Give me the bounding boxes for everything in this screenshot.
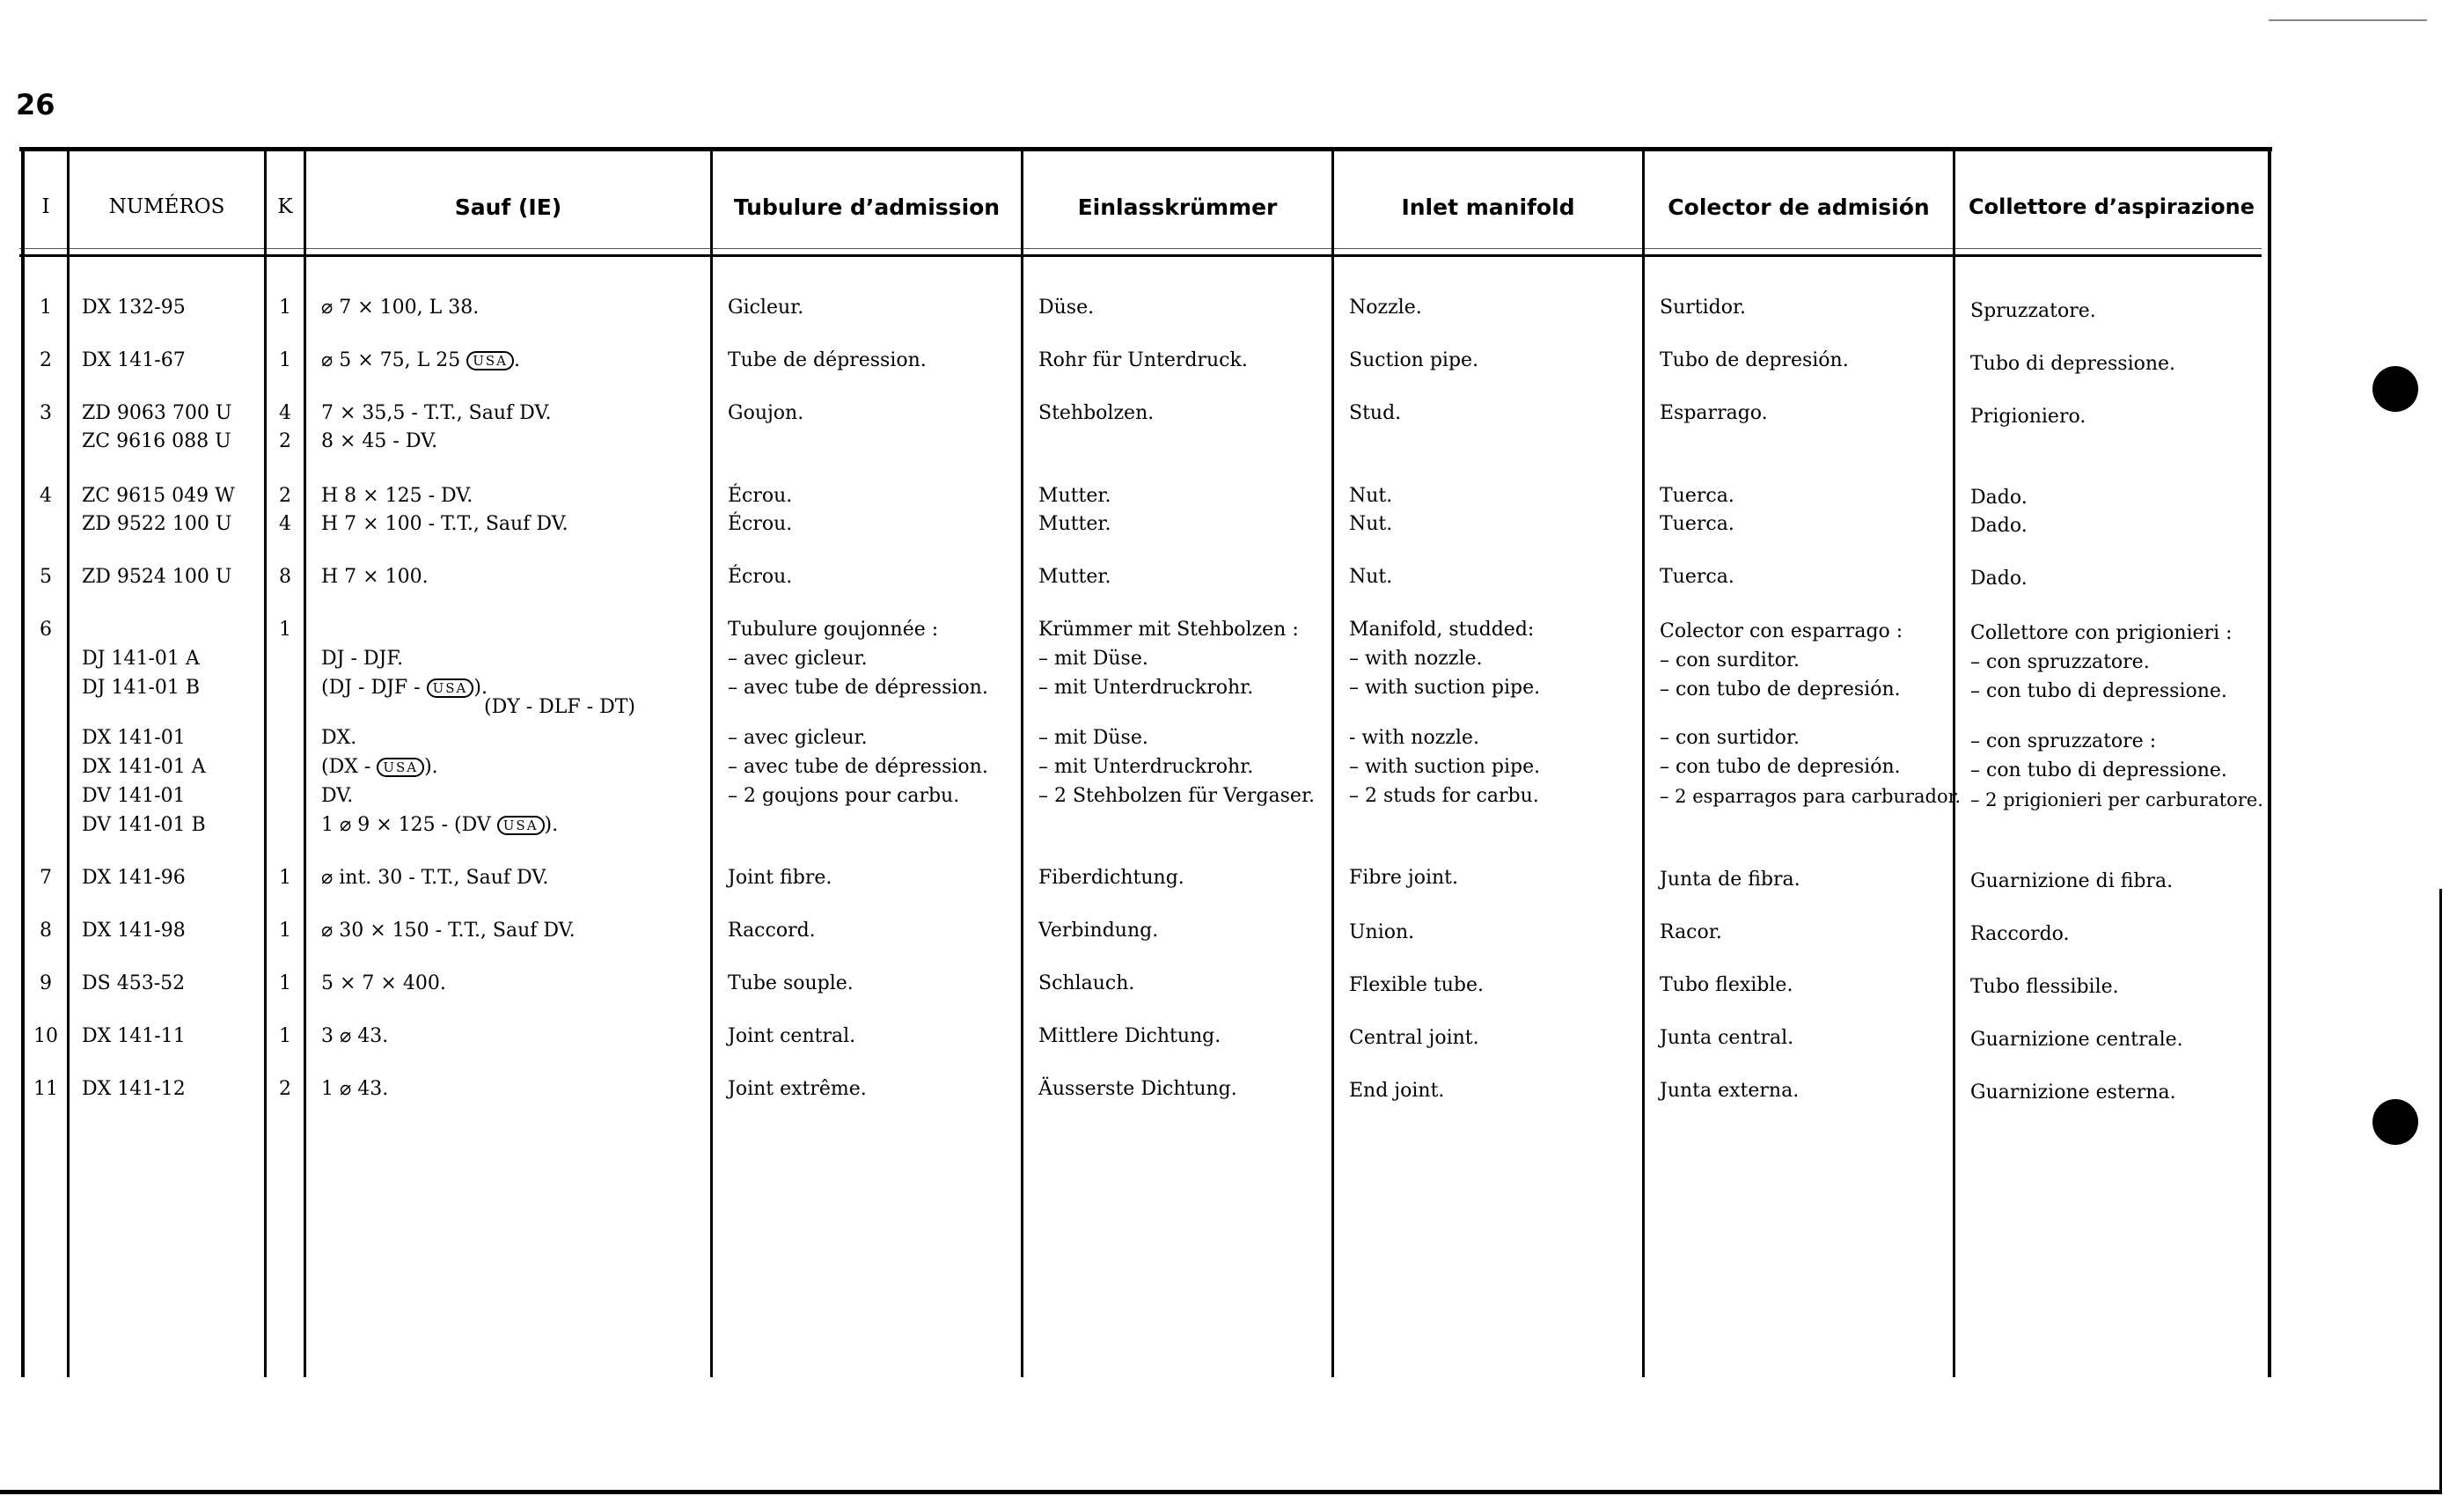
part-number: ZC 9615 049 W [82,485,235,507]
desc-es: Tubo de depresión. [1660,349,1849,371]
row-index: 7 [40,867,52,889]
quantity: 2 [279,1078,291,1100]
row-index: 9 [40,972,52,994]
desc-fr: Gicleur. [728,297,804,319]
quantity: 8 [279,566,291,588]
desc-de: Mittlere Dichtung. [1038,1025,1221,1047]
desc-es: Tuerca. [1660,566,1734,588]
desc-it: – con spruzzatore : [1970,730,2157,752]
sauf-spec: H 7 × 100. [321,566,429,588]
desc-en: – 2 studs for carbu. [1349,785,1539,807]
desc-es: Tuerca. [1660,485,1734,507]
part-number: DS 453-52 [82,972,186,994]
header-index: I [41,195,50,218]
desc-en: Manifold, studded: [1349,619,1535,641]
desc-en-cell [1349,482,1392,539]
quantity: 4 [279,513,291,535]
part-number: DV 141-01 B [82,814,206,836]
desc-it: Dado. [1970,515,2028,537]
part-number: DX 141-01 [82,727,186,749]
desc-es: Colector con esparrago : [1660,620,1903,642]
desc-de: – mit Unterdruckrohr. [1038,756,1254,778]
sauf-spec [321,674,488,702]
desc-it: – con tubo di depressione. [1970,759,2227,781]
desc-it: Dado. [1970,568,2028,590]
col-divider-8 [1953,150,1955,1377]
quantity: 1 [279,619,291,641]
part-number-cell [82,482,235,539]
sauf-cell [321,482,568,539]
desc-en: Stud. [1349,402,1402,424]
desc-fr-cell [728,482,792,539]
desc-fr: Écrou. [728,513,793,535]
part-number: DX 141-67 [82,349,186,371]
desc-fr: Goujon. [728,402,804,424]
desc-it: Collettore con prigionieri : [1970,622,2233,644]
desc-es: Esparrago. [1660,402,1768,424]
quantity: 1 [279,297,291,319]
desc-it-cell [1970,484,2028,540]
desc-de: – 2 Stehbolzen für Vergaser. [1038,785,1316,807]
desc-it: Raccordo. [1970,923,2070,945]
desc-it: Guarnizione esterna. [1970,1082,2176,1104]
usa-stamp: USA [427,678,474,698]
header-numeros: NUMÉROS [108,195,225,218]
desc-fr: Raccord. [728,920,816,942]
sauf-spec: H 8 × 125 - DV. [321,485,473,507]
sauf-spec: ⌀ 30 × 150 - T.T., Sauf DV. [321,920,576,942]
desc-de: – mit Düse. [1038,648,1148,670]
desc-en: – with suction pipe. [1349,756,1541,778]
row-index: 6 [40,619,52,641]
desc-it: Tubo di depressione. [1970,353,2176,375]
desc-fr: – avec tube de dépression. [728,677,988,699]
row-index: 10 [33,1025,58,1047]
sauf-spec: DX. [321,727,357,749]
desc-it: – con tubo di depressione. [1970,680,2227,702]
sauf-text: ). [544,814,559,836]
header-italian: Collettore d’aspirazione [1969,194,2255,219]
header-spanish: Colector de admisión [1668,194,1930,220]
desc-es: Racor. [1660,921,1722,943]
desc-en: – with nozzle. [1349,648,1483,670]
desc-es: Tuerca. [1660,513,1734,535]
col-divider-7 [1642,150,1645,1377]
desc-it: – con spruzzatore. [1970,651,2150,673]
desc-es: – 2 esparragos para carburador. [1660,786,1962,807]
part-number: DX 141-98 [82,920,186,942]
sauf-text: (DX - [321,756,378,778]
header-english: Inlet manifold [1401,194,1575,220]
desc-es: Surtidor. [1660,297,1747,319]
desc-en: Fibre joint. [1349,867,1459,889]
desc-fr: Joint central. [728,1025,856,1047]
page-bottom-border [0,1490,2442,1494]
desc-de: Schlauch. [1038,972,1135,994]
desc-es: Junta de fibra. [1660,869,1800,891]
part-number: DX 141-12 [82,1078,186,1100]
desc-de: Rohr für Unterdruck. [1038,349,1248,371]
quantity: 1 [279,867,291,889]
sauf-spec [321,753,438,781]
col-divider-2 [264,150,267,1377]
sauf-spec: 7 × 35,5 - T.T., Sauf DV. [321,402,552,424]
desc-fr: Tube souple. [728,972,854,994]
part-number: DX 141-96 [82,867,186,889]
part-number: ZD 9063 700 U [82,402,232,424]
desc-es: – con tubo de depresión. [1660,756,1901,778]
quantity: 4 [279,402,291,424]
row-index: 5 [40,566,52,588]
desc-en: Union. [1349,921,1415,943]
header-k: K [277,195,293,218]
desc-it: – 2 prigionieri per carburatore. [1970,789,2263,810]
desc-de: – mit Düse. [1038,727,1148,749]
sauf-spec: 3 ⌀ 43. [321,1025,389,1047]
row-index: 8 [40,920,52,942]
row-index: 3 [40,402,52,424]
desc-fr: Joint fibre. [728,867,832,889]
col-divider-1 [67,150,70,1377]
desc-de: Stehbolzen. [1038,402,1155,424]
binder-hole [2372,366,2418,412]
desc-es: Junta central. [1660,1027,1794,1049]
col-divider-4 [710,150,713,1377]
desc-en: Nut. [1349,513,1393,535]
desc-en: Nut. [1349,566,1393,588]
usa-stamp: USA [497,816,545,835]
sauf-spec [321,347,520,375]
desc-fr: Écrou. [728,566,793,588]
desc-fr: Tubulure goujonnée : [728,619,939,641]
sauf-spec: DV. [321,785,354,807]
desc-en: Central joint. [1349,1027,1479,1049]
table-left-border [21,150,25,1377]
desc-de: Verbindung. [1038,920,1159,942]
sauf-spec: 8 × 45 - DV. [321,430,438,452]
desc-de: – mit Unterdruckrohr. [1038,677,1254,699]
desc-it: Tubo flessibile. [1970,976,2119,998]
sauf-spec: DJ - DJF. [321,648,404,670]
usa-stamp: USA [377,758,424,777]
desc-de: Fiberdichtung. [1038,867,1184,889]
sauf-text: 1 ⌀ 9 × 125 - (DV [321,814,497,836]
part-number: DX 141-11 [82,1025,186,1047]
desc-de: Mutter. [1038,566,1111,588]
desc-de: Mutter. [1038,485,1111,507]
desc-de: Mutter. [1038,513,1111,535]
header-german: Einlasskrümmer [1077,194,1278,220]
part-number: DX 132-95 [82,297,186,319]
part-number: DX 141-01 A [82,756,206,778]
desc-en: End joint. [1349,1080,1445,1102]
quantity: 2 [279,430,291,452]
desc-de-cell [1038,482,1111,539]
part-number-cell [82,400,231,456]
desc-fr: Écrou. [728,485,793,507]
desc-en: Flexible tube. [1349,974,1485,996]
row-index: 4 [40,485,52,507]
usa-stamp: USA [466,351,514,370]
desc-fr: – 2 goujons pour carbu. [728,785,960,807]
quantity: 1 [279,349,291,371]
sauf-spec [321,811,558,840]
desc-fr: – avec tube de dépression. [728,756,988,778]
row-index: 2 [40,349,52,371]
top-right-mark [2269,19,2427,21]
header-rule [19,254,2262,257]
table-top-border [19,147,2272,151]
part-number: ZD 9522 100 U [82,513,232,535]
desc-en: Nozzle. [1349,297,1422,319]
sauf-text: . [513,349,520,371]
desc-es: – con tubo de depresión. [1660,678,1901,700]
desc-es: – con surditor. [1660,649,1800,671]
quantity-cell [267,400,304,456]
quantity: 2 [279,485,291,507]
part-number: DV 141-01 [82,785,186,807]
quantity: 1 [279,972,291,994]
header-french: Tubulure d’admission [733,194,1001,220]
quantity-cell [267,482,304,539]
desc-it: Guarnizione centrale. [1970,1029,2183,1051]
sauf-cell [321,400,551,456]
sauf-spec: 1 ⌀ 43. [321,1078,389,1100]
sauf-spec: ⌀ int. 30 - T.T., Sauf DV. [321,867,549,889]
desc-it: Spruzzatore. [1970,300,2096,322]
desc-it: Dado. [1970,487,2028,509]
desc-fr: Tube de dépression. [728,349,927,371]
desc-es: Junta externa. [1660,1080,1800,1102]
desc-fr: Joint extrême. [728,1078,867,1100]
col-divider-6 [1331,150,1334,1377]
desc-it: Prigioniero. [1970,406,2086,428]
desc-es-cell [1660,482,1734,539]
desc-de: Äusserste Dichtung. [1038,1078,1237,1100]
sauf-text: ⌀ 5 × 75, L 25 [321,349,467,371]
sauf-text: ). [473,677,488,699]
desc-fr: – avec gicleur. [728,648,868,670]
table-right-border [2268,150,2271,1377]
desc-es: Tubo flexible. [1660,974,1793,996]
header-sauf: Sauf (IE) [454,194,562,220]
page-right-border [2439,889,2442,1492]
col-divider-5 [1021,150,1023,1377]
desc-de: Düse. [1038,297,1095,319]
part-number: DJ 141-01 B [82,677,201,699]
sauf-spec: H 7 × 100 - T.T., Sauf DV. [321,513,568,535]
desc-de: Krümmer mit Stehbolzen : [1038,619,1299,641]
sauf-spec: 5 × 7 × 400. [321,972,446,994]
binder-hole [2372,1099,2418,1145]
row-index: 1 [40,297,52,319]
desc-it: Guarnizione di fibra. [1970,870,2174,892]
sauf-text: (DJ - DJF - [321,677,427,699]
row-index: 11 [33,1078,58,1100]
sauf-text: ). [424,756,438,778]
desc-en: Nut. [1349,485,1393,507]
col-divider-3 [304,150,306,1377]
desc-en: Suction pipe. [1349,349,1479,371]
part-number: DJ 141-01 A [82,648,200,670]
header-rule-secondary [19,248,2262,249]
desc-en: – with suction pipe. [1349,677,1541,699]
quantity: 1 [279,1025,291,1047]
part-number: ZD 9524 100 U [82,566,232,588]
page-number: 26 [16,88,55,121]
sauf-spec: (DY - DLF - DT) [484,696,635,718]
quantity: 1 [279,920,291,942]
desc-fr: – avec gicleur. [728,727,868,749]
desc-es: – con surtidor. [1660,727,1800,749]
desc-en: - with nozzle. [1349,727,1479,749]
part-number: ZC 9616 088 U [82,430,231,452]
sauf-spec: ⌀ 7 × 100, L 38. [321,297,480,319]
